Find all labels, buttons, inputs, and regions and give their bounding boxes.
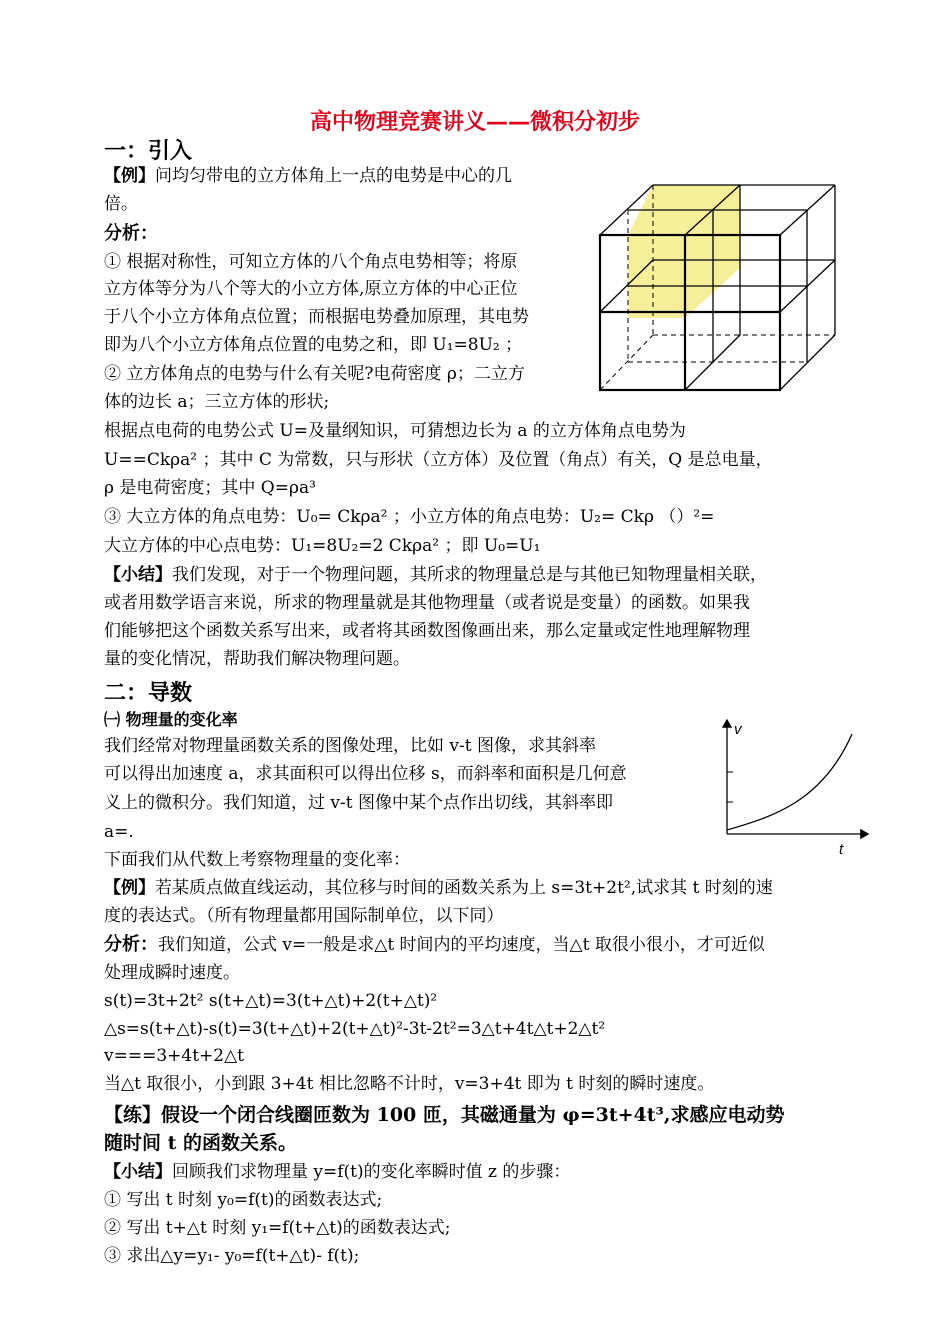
- analysis-line: 根据点电荷的电势公式 U=及量纲知识，可猜想边长为 a 的立方体角点电势为: [104, 421, 686, 441]
- section1-heading: 一：引入: [104, 139, 193, 164]
- analysis-line: U==Ckρa² ；其中 C 为常数，只与形状（立方体）及位置（角点）有关，Q 是总电量，: [104, 450, 773, 470]
- analysis-line: ③ 大立方体的角点电势：U₀= Ckρa² ；小立方体的角点电势：U₂= Ckρ （）²=: [104, 507, 715, 527]
- analysis-line: 即为八个小立方体角点位置的电势之和，即 U₁=8U₂ ；: [104, 335, 523, 355]
- analysis-line: ρ 是电荷密度；其中 Q=ρa³: [104, 478, 316, 498]
- summary-tag: 【小结】: [104, 565, 172, 585]
- exercise-line: 【练】假设一个闭合线圈匝数为 100 匝，其磁通量为 φ=3t+4t³,求感应电动势: [104, 1104, 785, 1126]
- intro-line: 下面我们从代数上考察物理量的变化率：: [104, 850, 410, 870]
- summary1-line: 量的变化情况，帮助我们解决物理问题。: [104, 649, 410, 669]
- formula-line: v===3+4t+2△t: [104, 1046, 245, 1066]
- section2-heading: 二：导数: [104, 681, 193, 706]
- intro-line: 义上的微积分。我们知道，过 v-t 图像中某个点作出切线，其斜率即: [104, 793, 613, 813]
- analysis-line: 体的边长 a；三立方体的形状;: [104, 392, 330, 412]
- example1-line2: 倍。: [104, 194, 138, 214]
- summary-tag: 【小结】: [104, 1162, 172, 1182]
- intro-line: 我们经常对物理量函数关系的图像处理，比如 v-t 图像，求其斜率: [104, 736, 596, 756]
- analysis-heading: 分析：: [104, 934, 158, 955]
- analysis2-line: 处理成瞬时速度。: [104, 963, 240, 983]
- analysis-line: ① 根据对称性，可知立方体的八个角点电势相等；将原: [104, 252, 518, 272]
- summary1-line: 或者用数学语言来说，所求的物理量就是其他物理量（或者说是变量）的函数。如果我: [104, 593, 750, 613]
- intro-line: a=.: [104, 822, 134, 842]
- analysis2-line: 分析：我们知道，公式 v=一般是求△t 时间内的平均速度，当△t 取很小很小，才可近似: [104, 934, 765, 955]
- vt-graph: [712, 712, 872, 860]
- summary1-line: 们能够把这个函数关系写出来，或者将其函数图像画出来，那么定量或定性地理解物理: [104, 621, 750, 641]
- step-line: ① 写出 t 时刻 y₀=f(t)的函数表达式;: [104, 1190, 383, 1210]
- analysis-heading: 分析：: [104, 223, 158, 244]
- step-line: ② 写出 t+△t 时刻 y₁=f(t+△t)的函数表达式;: [104, 1218, 451, 1238]
- example-tag: 【例】: [104, 166, 155, 186]
- analysis-line: ② 立方体角点的电势与什么有关呢?电荷密度 ρ；二立方: [104, 364, 525, 384]
- example2-line: 【例】若某质点做直线运动，其位移与时间的函数关系为上 s=3t+2t²,试求其 t 时刻的速: [104, 878, 773, 898]
- formula-line: △s=s(t+△t)-s(t)=3(t+△t)+2(t+△t)²-3t-2t²=3△t+4t△t+2△t²: [104, 1019, 606, 1039]
- summary2-line: 【小结】回顾我们求物理量 y=f(t)的变化率瞬时值 z 的步骤：: [104, 1162, 571, 1182]
- example-tag: 【例】: [104, 878, 155, 898]
- vt-curve: [727, 734, 852, 830]
- step-line: ③ 求出△y=y₁- y₀=f(t+△t)- f(t);: [104, 1246, 360, 1266]
- analysis-line: 于八个小立方体角点位置；而根据电势叠加原理，其电势: [104, 307, 529, 327]
- analysis-line: 立方体等分为八个等大的小立方体,原立方体的中心正位: [104, 279, 518, 299]
- intro-line: 可以得出加速度 a，求其面积可以得出位移 s，而斜率和面积是几何意: [104, 764, 627, 784]
- x-axis-label: t: [839, 841, 844, 858]
- example1-line1: 【例】问均匀带电的立方体角上一点的电势是中心的几: [104, 166, 512, 186]
- y-axis-label: v: [734, 721, 742, 738]
- cube-diagram: [595, 180, 840, 395]
- formula-line: s(t)=3t+2t² s(t+△t)=3(t+△t)+2(t+△t)²: [104, 991, 438, 1011]
- summary1-line: 【小结】我们发现，对于一个物理问题，其所求的物理量总是与其他已知物理量相关联，: [104, 565, 767, 585]
- example2-line: 度的表达式。（所有物理量都用国际制单位，以下同）: [104, 906, 504, 926]
- exercise-line: 随时间 t 的函数关系。: [104, 1132, 298, 1154]
- analysis2-line: 当△t 取很小，小到跟 3+4t 相比忽略不计时，v=3+4t 即为 t 时刻的瞬时速度。: [104, 1074, 715, 1094]
- analysis-line: 大立方体的中心点电势：U₁=8U₂=2 Ckρa² ；即 U₀=U₁: [104, 536, 541, 556]
- subsection-heading: ㈠ 物理量的变化率: [104, 710, 238, 729]
- page-title: 高中物理竞赛讲义——微积分初步: [309, 110, 640, 135]
